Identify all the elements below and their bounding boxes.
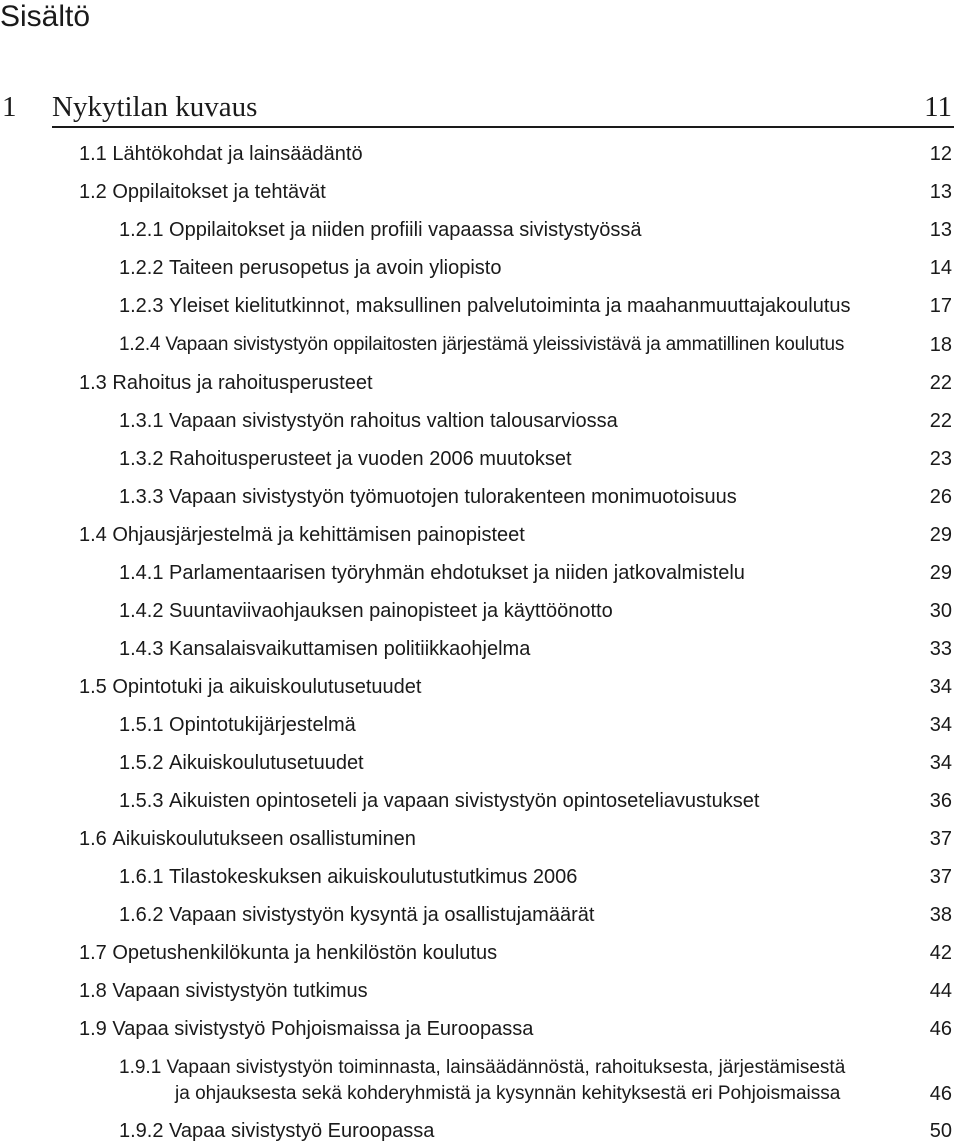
toc-entry-1-7[interactable] — [79, 941, 497, 965]
toc-entry-title: Aikuiskoulutusetuudet — [169, 752, 364, 774]
toc-entry-number: 1.5.3 — [119, 790, 164, 812]
toc-entry-title: Vapaan sivistystyön toiminnasta, lainsäädännöstä, rahoituksesta, järjestämisestä — [166, 1057, 846, 1078]
toc-entry-title: Aikuisten opintoseteli ja vapaan sivistystyön opintoseteliavustukset — [169, 790, 760, 812]
toc-entry-1-2[interactable] — [79, 180, 326, 204]
toc-entry-title: Oppilaitokset ja tehtävät — [112, 181, 326, 203]
toc-entry-number: 1.4.3 — [119, 638, 164, 660]
toc-entry-page: 22 — [929, 372, 952, 394]
toc-entry-number: 1.3.3 — [119, 486, 164, 508]
toc-entry-page: 13 — [929, 181, 952, 203]
toc-entry-number: 1.6.1 — [119, 866, 164, 888]
toc-entry-page: 34 — [929, 676, 952, 698]
toc-entry-1-9[interactable] — [79, 1017, 533, 1041]
toc-entry-1-3[interactable] — [79, 371, 373, 395]
toc-entry-1-5-2[interactable] — [119, 751, 364, 775]
toc-entry-page: 23 — [929, 448, 952, 470]
toc-entry-number: 1.9 — [79, 1018, 107, 1040]
toc-entry-title: Yleiset kielitutkinnot, maksullinen palvelutoiminta ja maahanmuuttajakoulutus — [169, 295, 851, 317]
toc-entry-page: 13 — [929, 219, 952, 241]
toc-entry-number: 1.2.2 — [119, 257, 164, 279]
toc-entry-page: 46 — [929, 1018, 952, 1040]
toc-entry-number: 1.9.2 — [119, 1120, 164, 1142]
toc-entry-page: 34 — [929, 752, 952, 774]
toc-entry-number: 1.7 — [79, 942, 107, 964]
toc-entry-1-6-2[interactable] — [119, 903, 594, 927]
toc-entry-1-6-1[interactable] — [119, 865, 577, 889]
chapter-divider — [52, 126, 954, 128]
toc-entry-1-5-3[interactable] — [119, 789, 759, 813]
toc-entry-number: 1.2.4 — [119, 334, 161, 355]
toc-entry-title: Suuntaviivaohjauksen painopisteet ja käyttöönotto — [169, 600, 613, 622]
toc-entry-title: Vapaan sivistystyön rahoitus valtion talousarviossa — [169, 410, 618, 432]
toc-entry-number: 1.2 — [79, 181, 107, 203]
toc-entry-1-4[interactable] — [79, 523, 525, 547]
toc-entry-number: 1.4.1 — [119, 562, 164, 584]
toc-entry-title: Opintotuki ja aikuiskoulutusetuudet — [112, 676, 422, 698]
toc-entry-page: 37 — [929, 866, 952, 888]
toc-entry-1-2-1[interactable] — [119, 218, 642, 242]
page-title: Sisältö — [0, 0, 91, 33]
toc-entry-1-5[interactable] — [79, 675, 421, 699]
toc-entry-title: Opetushenkilökunta ja henkilöstön koulutus — [112, 942, 498, 964]
toc-entry-title: Oppilaitokset ja niiden profiili vapaassa sivistystyössä — [169, 219, 642, 241]
toc-entry-title: Vapaan sivistystyön työmuotojen tulorakenteen monimuotoisuus — [169, 486, 737, 508]
toc-entry-1-4-2[interactable] — [119, 599, 613, 623]
toc-entry-page: 22 — [929, 410, 952, 432]
toc-entry-number: 1.3.1 — [119, 410, 164, 432]
toc-entry-1-5-1[interactable] — [119, 713, 356, 737]
toc-entry-number: 1.9.1 — [119, 1057, 162, 1078]
toc-entry-page: 46 — [929, 1083, 952, 1105]
toc-entry-page: 12 — [929, 143, 952, 165]
toc-entry-number: 1.1 — [79, 143, 107, 165]
toc-entry-page: 50 — [929, 1120, 952, 1142]
toc-entry-number: 1.5 — [79, 676, 107, 698]
toc-entry-number: 1.4.2 — [119, 600, 164, 622]
toc-entry-1-3-2[interactable] — [119, 447, 572, 471]
toc-entry-page: 29 — [929, 524, 952, 546]
toc-entry-1-1[interactable] — [79, 142, 363, 166]
toc-entry-title: Vapaan sivistystyön kysyntä ja osallistujamäärät — [169, 904, 595, 926]
toc-entry-number: 1.2.1 — [119, 219, 164, 241]
toc-entry-title: Vapaan sivistystyön tutkimus — [112, 980, 368, 1002]
toc-entry-title: Rahoitusperusteet ja vuoden 2006 muutokset — [169, 448, 572, 470]
toc-entry-page: 38 — [929, 904, 952, 926]
toc-entry-page: 14 — [929, 257, 952, 279]
toc-entry-1-3-3[interactable] — [119, 485, 737, 509]
toc-entry-1-9-2[interactable] — [119, 1119, 434, 1143]
toc-entry-number: 1.3.2 — [119, 448, 164, 470]
toc-entry-title: Opintotukijärjestelmä — [169, 714, 356, 736]
toc-entry-1-2-4[interactable] — [119, 333, 844, 357]
toc-entry-1-2-2[interactable] — [119, 256, 501, 280]
toc-entry-page: 26 — [929, 486, 952, 508]
toc-entry-title: Rahoitus ja rahoitusperusteet — [112, 372, 373, 394]
chapter-number: 1 — [2, 91, 17, 123]
toc-entry-number: 1.4 — [79, 524, 107, 546]
toc-entry-page: 44 — [929, 980, 952, 1002]
toc-entry-1-3-1[interactable] — [119, 409, 618, 433]
toc-entry-1-4-1[interactable] — [119, 561, 745, 585]
toc-entry-page: 29 — [929, 562, 952, 584]
toc-entry-title: Vapaan sivistystyön oppilaitosten järjestämä yleissivistävä ja ammatillinen koulutus — [165, 334, 845, 355]
toc-entry-title: Vapaa sivistystyö Pohjoismaissa ja Euroopassa — [112, 1018, 534, 1040]
toc-entry-number: 1.2.3 — [119, 295, 164, 317]
toc-entry-number: 1.6.2 — [119, 904, 164, 926]
toc-entry-1-4-3[interactable] — [119, 637, 530, 661]
toc-entry-number: 1.6 — [79, 828, 107, 850]
toc-entry-title: Parlamentaarisen työryhmän ehdotukset ja niiden jatkovalmistelu — [169, 562, 745, 584]
toc-entry-page: 37 — [929, 828, 952, 850]
toc-entry-page: 34 — [929, 714, 952, 736]
toc-entry-1-8[interactable] — [79, 979, 368, 1003]
toc-entry-title: Vapaa sivistystyö Euroopassa — [169, 1120, 435, 1142]
toc-entry-page: 30 — [929, 600, 952, 622]
toc-entry-title: Ohjausjärjestelmä ja kehittämisen painopisteet — [112, 524, 525, 546]
toc-entry-title: Taiteen perusopetus ja avoin yliopisto — [169, 257, 502, 279]
toc-entry-title: Aikuiskoulutukseen osallistuminen — [112, 828, 416, 850]
toc-entry-number: 1.8 — [79, 980, 107, 1002]
toc-entry-number: 1.3 — [79, 372, 107, 394]
toc-entry-page: 33 — [929, 638, 952, 660]
toc-entry-number: 1.5.1 — [119, 714, 164, 736]
toc-entry-title-continued: ja ohjauksesta sekä kohderyhmistä ja kysynnän kehityksestä eri Pohjoismaissa — [175, 1083, 841, 1104]
toc-entry-page: 18 — [929, 334, 952, 356]
toc-entry-title: Lähtökohdat ja lainsäädäntö — [112, 143, 363, 165]
toc-entry-title: Tilastokeskuksen aikuiskoulutustutkimus 2006 — [169, 866, 578, 888]
chapter-title[interactable]: Nykytilan kuvaus — [52, 91, 258, 123]
toc-entry-page: 36 — [929, 790, 952, 812]
toc-entry-1-2-3[interactable] — [119, 294, 851, 318]
toc-entry-1-9-1[interactable] — [119, 1055, 845, 1107]
toc-entry-title: Kansalaisvaikuttamisen politiikkaohjelma — [169, 638, 531, 660]
toc-entry-page: 17 — [929, 295, 952, 317]
toc-entry-1-6[interactable] — [79, 827, 416, 851]
toc-entry-number: 1.5.2 — [119, 752, 164, 774]
chapter-page-number: 11 — [924, 91, 952, 123]
toc-entry-page: 42 — [929, 942, 952, 964]
